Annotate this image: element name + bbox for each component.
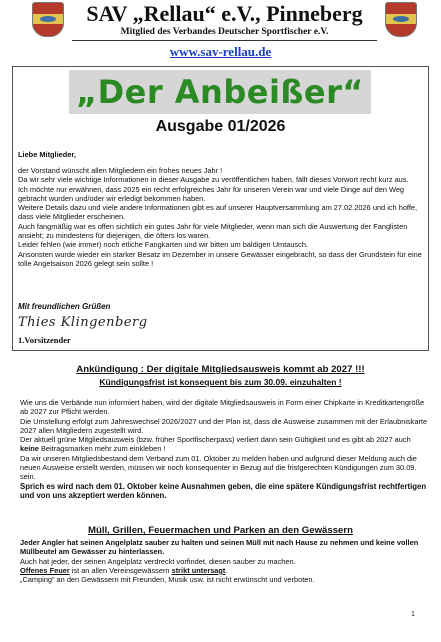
rules-paragraph: Auch hat jeder, der seinen Angelplatz verdreckt vorfindet, diesen sauber zu machen. <box>20 556 296 566</box>
announcement-deadline: Kündigungsfrist ist konsequent bis zum 30.09. einzuhalten ! <box>99 377 342 387</box>
announcement-text: Beitragsmarken mehr zum einkleben ! <box>38 444 166 454</box>
rules-emphasis: strikt untersagt <box>171 565 226 575</box>
header-divider <box>72 40 377 41</box>
announcement-paragraph: Die Umstellung erfolgt zum Jahreswechsel 2026/2027 und der Plan ist, dass die Ausweise zusammen mit der Erlaubniskarte 2027 allen Mitgliedern zugestellt wird. <box>20 416 428 435</box>
club-crest-right-icon <box>385 2 417 37</box>
rules-section-title: Müll, Grillen, Feuermachen und Parken an den Gewässern <box>88 525 353 536</box>
announcement-paragraph: Da wir unseren Mitgliedsbestand dem Verband zum 01. Oktober zu melden haben und aufgrund dieser Meldung auch die neuen Ausweise erstellt werden, müssen wir noch konsequenter in Bezug auf die fristgerechten Kündigungen zum 30.09. sein. <box>20 453 417 482</box>
club-name: SAV „Rellau“ e.V., Pinneberg <box>86 1 363 26</box>
announcement-title: Ankündigung : Der digitale Mitgliedsausweis kommt ab 2027 !!! <box>76 364 365 375</box>
issue-number: Ausgabe 01/2026 <box>155 118 286 135</box>
rules-paragraph: „Camping“ an den Gewässern mit Freunden, Musik usw. ist nicht erwünscht und verboten. <box>20 575 315 585</box>
announcement-emphasis: keine <box>20 444 39 454</box>
announcement-emphasis-paragraph: Sprich es wird nach dem 01. Oktober keine Ausnahmen geben, die eine spätere Kündigungsfrist rechtfertigen und von uns akzeptiert werden können. <box>20 481 427 500</box>
title-banner <box>69 70 371 114</box>
editorial-letter <box>18 166 424 268</box>
association-line: Mitglied des Verbandes Deutscher Sportfischer e.V. <box>120 27 329 37</box>
announcement-paragraph <box>20 435 428 454</box>
signer-role: 1.Vorsitzender <box>18 335 71 345</box>
announcement-text: Der aktuell grüne Mitgliedsausweis (bzw. früher Sportfischerpass) verliert dann sein Gültigkeit und es gibt ab 2027 auch <box>20 435 411 445</box>
letter-paragraph: Weitere Details dazu und viele andere Informationen gibt es auf unserer Hauptversammlung am 27.02.2026 und ich hoffe, dass viele Mitglieder erscheinen. <box>18 203 418 222</box>
letter-paragraph: Ansonsten wurde wieder ein starker Besatz im Dezember in unsere Gewässer eingebracht, so dass der Grundstein für eine tolle Angelsaison 2026 gelegt sein sollte ! <box>18 249 422 268</box>
rules-text: ist an allen Vereinsgewässern <box>69 565 172 575</box>
crest-fish-icon <box>40 16 56 22</box>
newsletter-title: „Der Anbeißer“ <box>76 73 364 111</box>
letter-paragraph: Leider fehlen (wie immer) noch etliche Fangkarten und wir bitten um baldigen Umtausch. <box>18 240 309 250</box>
announcement-body <box>20 398 428 500</box>
page-number: 1 <box>411 611 415 618</box>
rules-paragraph <box>20 566 428 575</box>
signature: Thies Klingenberg <box>18 315 148 330</box>
letter-paragraph: Ich möchte nur erwähnen, dass 2025 ein recht erfolgreiches Jahr für unseren Verein war und viele Dinge auf den Weg gebracht wurden und/oder wir erledigt bekommen haben. <box>18 184 405 203</box>
website-link[interactable]: www.sav-rellau.de <box>169 44 272 59</box>
announcement-paragraph: Wie uns die Verbände nun informiert haben, wird der digitale Mitgliedsausweis in Form einer Chipkarte in Kreditkartengröße ab 2027 zur Pflicht werden. <box>20 398 425 417</box>
salutation: Liebe Mitglieder, <box>18 150 76 159</box>
letter-paragraph: Da wir sehr viele wichtige Informationen in dieser Ausgabe zu veröffentlichen haben, fällt dieses Vorwort recht kurz aus. <box>18 175 409 185</box>
rules-paragraph: Jeder Angler hat seinen Angelplatz sauber zu halten und seinen Müll mit nach Hause zu nehmen und keine vollen Müllbeutel am Gewässer zu hinterlassen. <box>20 538 419 557</box>
club-crest-left-icon <box>32 2 64 37</box>
editorial-box <box>12 66 429 351</box>
letter-paragraph: der Vorstand wünscht allen Mitgliedern ein frohes neues Jahr ! <box>18 166 223 175</box>
letter-paragraph: Auch fangmäßig war es offen sichtlich ein gutes Jahr für viele Mitglieder, wenn man sich die Auswertung der Fanglisten ansieht; zu mindestens für diejenigen, die öfters los waren. <box>18 221 408 241</box>
crest-fish-icon <box>393 16 409 22</box>
rules-section-body <box>20 538 428 584</box>
letter-closing: Mit freundlichen Grüßen <box>18 302 111 311</box>
rules-text: . <box>225 565 228 575</box>
rules-emphasis: Offenes Feuer <box>20 565 70 575</box>
